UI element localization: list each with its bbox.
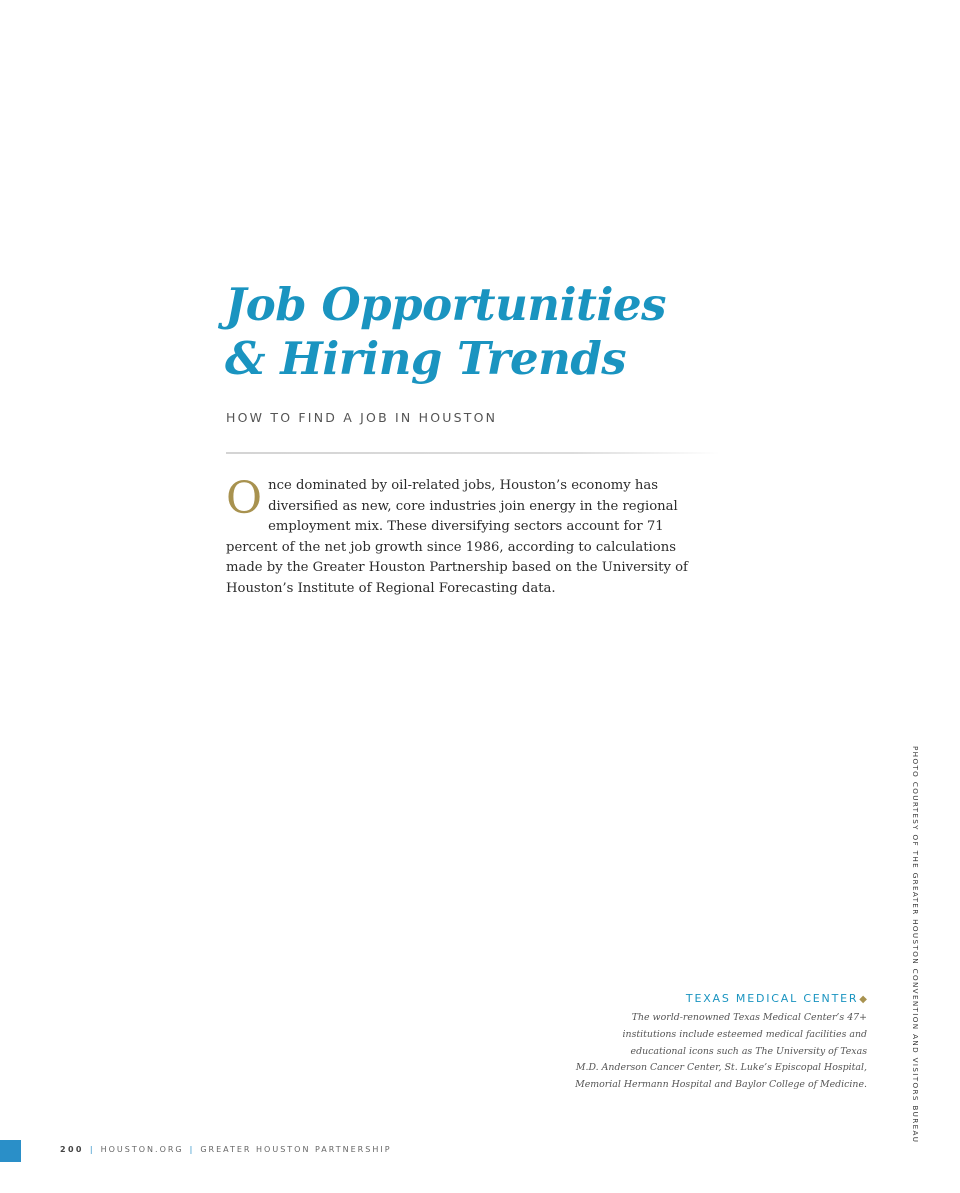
caption-title: TEXAS MEDICAL CENTER <box>685 992 859 1005</box>
page-number: 200 <box>60 1145 84 1154</box>
intro-paragraph <box>226 473 696 600</box>
caption-line: The world-renowned Texas Medical Center’s 47+ <box>631 1012 867 1023</box>
caption-line: M.D. Anderson Cancer Center, St. Luke’s Episcopal Hospital, <box>575 1062 867 1074</box>
photo-caption <box>527 991 867 1094</box>
footer-separator: | <box>189 1145 195 1154</box>
drop-cap: O <box>226 473 263 524</box>
caption-line: Memorial Hermann Hospital and Baylor College of Medicine. <box>575 1079 867 1091</box>
divider-rule <box>226 452 720 454</box>
footer-site: HOUSTON.ORG <box>100 1145 184 1154</box>
footer-separator: | <box>89 1145 95 1154</box>
diamond-icon: ◆ <box>859 994 867 1005</box>
page-footer <box>60 1145 392 1154</box>
title-line-1: Job Opportunities <box>225 278 666 331</box>
intro-text: nce dominated by oil-related jobs, Houston’s economy has diversified as new, core industries join energy in the regional employment mix. These diversifying sectors account for 71 percent of the net job growth since 1986, according to calculations made by the Greater Houston Partnership based on the University of Houston’s Institute of Regional Forecasting data. <box>226 478 688 596</box>
section-subtitle: HOW TO FIND A JOB IN HOUSTON <box>226 410 498 425</box>
footer-color-block <box>0 1140 21 1162</box>
photo-credit: PHOTO COURTESY OF THE GREATER HOUSTON CONVENTION AND VISITORS BUREAU <box>911 746 920 1144</box>
footer-org: GREATER HOUSTON PARTNERSHIP <box>200 1145 392 1154</box>
caption-line: institutions include esteemed medical facilities and <box>622 1028 867 1040</box>
caption-title-row <box>527 991 867 1008</box>
title-line-2: & Hiring Trends <box>225 332 627 385</box>
page-title <box>225 278 785 386</box>
caption-line: educational icons such as The University of Texas <box>630 1045 867 1057</box>
caption-body <box>527 1010 867 1094</box>
